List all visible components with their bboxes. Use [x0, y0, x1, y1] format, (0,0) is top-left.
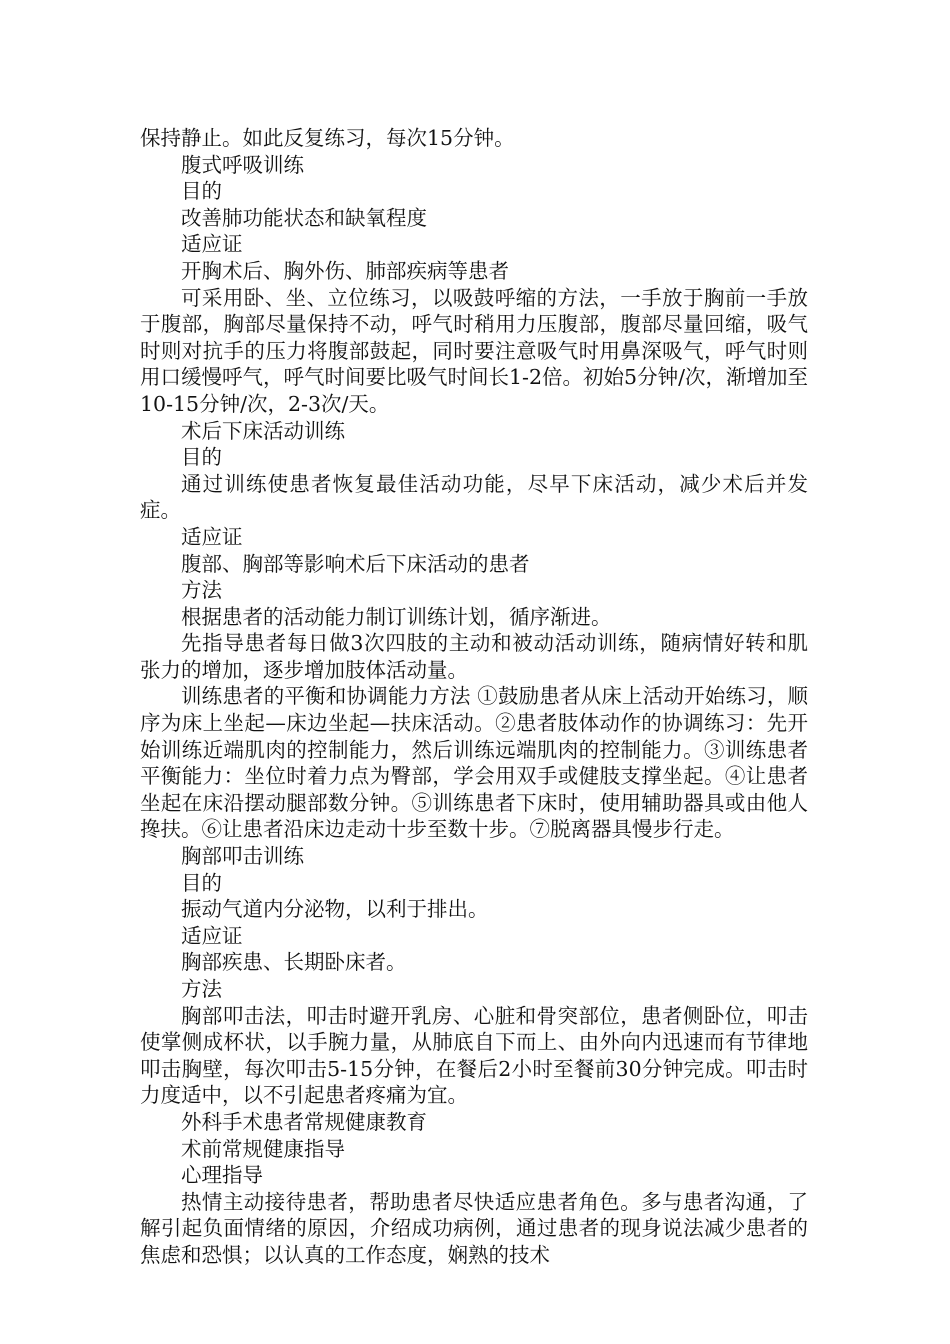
subheading-indication: 适应证 [181, 524, 243, 549]
paragraph: 训练患者的平衡和协调能力方法 ①鼓励患者从床上活动开始练习，顺序为床上坐起—床边坐起—扶床活动。②患者肢体动作的协调练习：先开始训练近端肌肉的控制能力，然后训练远端肌肉的控制能力。③训练患者平衡能力：坐位时着力点为臀部，学会用双手或健肢支撑坐起。④让患者坐起在床沿摆动腿部数分钟。⑤训练患者下床时，使用辅助器具或由他人搀扶。⑥让患者沿床边走动十步至数十步。⑦脱离器具慢步行走。 [140, 684, 808, 842]
subheading-method: 方法 [181, 977, 222, 1001]
paragraph: 可采用卧、坐、立位练习，以吸鼓呼缩的方法，一手放于胸前一手放于腹部，胸部尽量保持不动，呼气时稍用力压腹部，腹部尽量回缩，吸气时则对抗手的压力将腹部鼓起，同时要注意吸气时用鼻深吸气，呼气时则用口缓慢呼气，呼气时间要比吸气时间长1-2倍。初始5分钟/次，渐增加至10-15分钟/次，2-3次/天。 [140, 285, 808, 416]
paragraph: 开胸术后、胸外伤、肺部疾病等患者 [181, 258, 509, 283]
section-heading: 外科手术患者常规健康教育 [181, 1109, 427, 1134]
section-heading: 胸部叩击训练 [181, 844, 304, 869]
subheading-purpose: 目的 [181, 179, 222, 204]
paragraph: 振动气道内分泌物，以利于排出。 [181, 897, 489, 922]
paragraph: 通过训练使患者恢复最佳活动功能，尽早下床活动，减少术后并发症。 [140, 471, 808, 523]
paragraph: 胸部疾患、长期卧床者。 [181, 950, 407, 975]
paragraph: 胸部叩击法，叩击时避开乳房、心脏和骨突部位，患者侧卧位，叩击使掌侧成杯状，以手腕力量，从肺底自下而上、由外向内迅速而有节律地叩击胸壁，每次叩击5-15分钟，在餐后2小时至餐前30分钟完成。叩击时力度适中，以不引起患者疼痛为宜。 [140, 1003, 808, 1108]
subheading-indication: 适应证 [181, 923, 243, 948]
section-heading: 腹式呼吸训练 [181, 152, 304, 177]
paragraph: 腹部、胸部等影响术后下床活动的患者 [181, 551, 530, 576]
document-body [140, 125, 808, 1269]
subheading-indication: 适应证 [181, 232, 243, 257]
paragraph: 先指导患者每日做3次四肢的主动和被动活动训练，随病情好转和肌张力的增加，逐步增加肢体活动量。 [140, 631, 808, 682]
paragraph: 根据患者的活动能力制订训练计划，循序渐进。 [181, 604, 612, 629]
subheading-method: 方法 [181, 578, 222, 603]
paragraph: 改善肺功能状态和缺氧程度 [181, 205, 427, 230]
subheading: 心理指导 [181, 1163, 263, 1188]
subheading-purpose: 目的 [181, 870, 222, 895]
subheading: 术前常规健康指导 [181, 1136, 345, 1161]
section-heading: 术后下床活动训练 [181, 418, 345, 443]
paragraph-continuation: 保持静止。如此反复练习，每次15分钟。 [140, 126, 515, 150]
paragraph: 热情主动接待患者，帮助患者尽快适应患者角色。多与患者沟通，了解引起负面情绪的原因，介绍成功病例，通过患者的现身说法减少患者的焦虑和恐惧；以认真的工作态度，娴熟的技术 [140, 1189, 808, 1267]
subheading-purpose: 目的 [181, 445, 222, 470]
